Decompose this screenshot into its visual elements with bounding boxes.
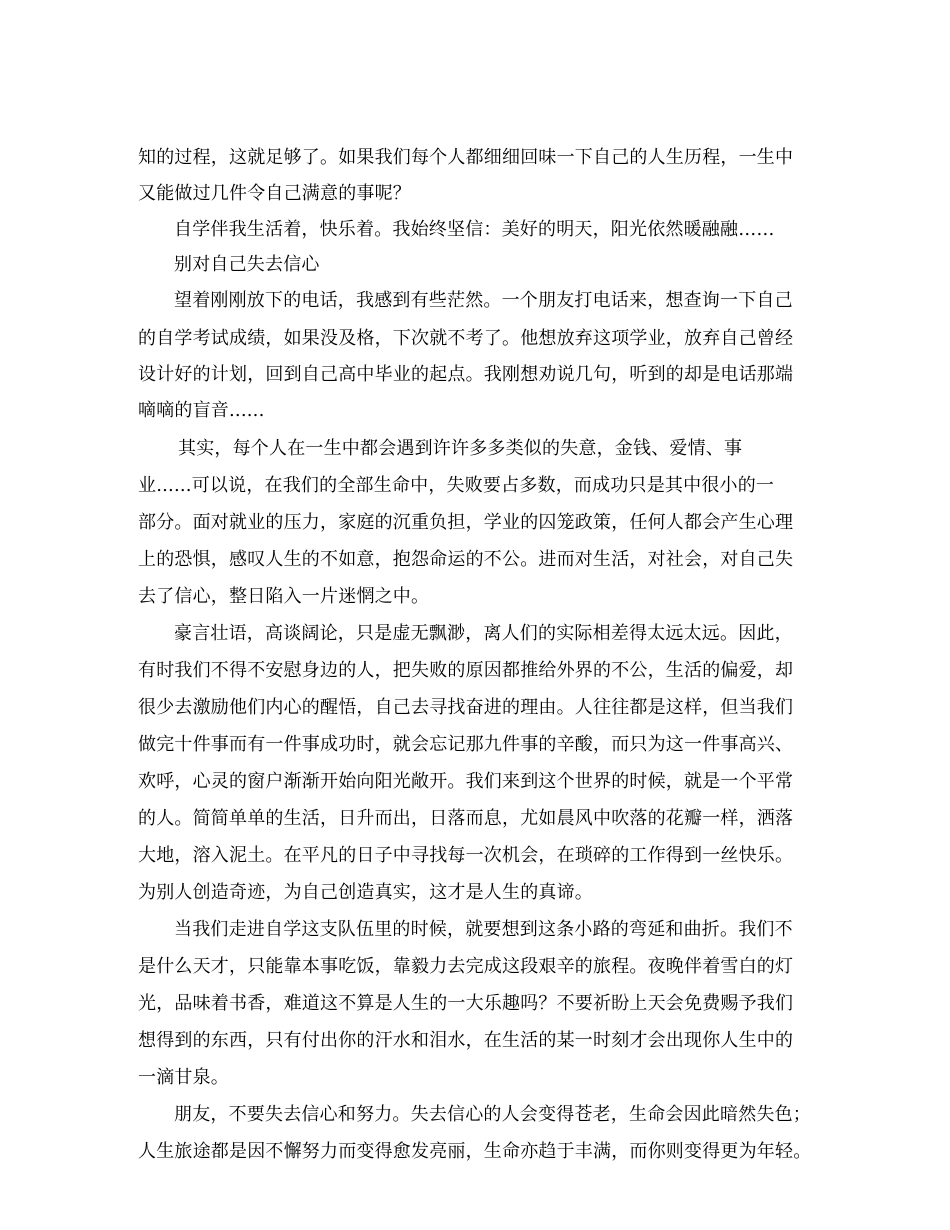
section-heading: 别对自己失去信心 <box>174 254 320 275</box>
text-line: 的人。简简单单的生活，日升而出，日落而息，尤如晨风中吹落的花瓣一样，洒落 <box>138 808 794 829</box>
text-line: 光，品味着书香，难道这不算是人生的一大乐趣吗？不要祈盼上天会免费赐予我们 <box>138 993 794 1014</box>
text-line: 知的过程，这就足够了。如果我们每个人都细细回味一下自己的人生历程，一生中 <box>138 147 794 168</box>
text-line: 其实，每个人在一生中都会遇到许许多多类似的失意，金钱、爱情、事 <box>178 438 743 459</box>
text-line: 为别人创造奇迹，为自己创造真实，这才是人生的真谛。 <box>138 882 593 903</box>
text-line: 有时我们不得不安慰身边的人，把失败的原因都推给外界的不公，生活的偏爱，却 <box>138 660 794 681</box>
text-line: 嘀嘀的盲音...... <box>138 400 265 421</box>
text-line: 大地，溶入泥土。在平凡的日子中寻找每一次机会，在琐碎的工作得到一丝快乐。 <box>138 845 794 866</box>
text-line: 人生旅途都是因不懈努力而变得愈发亮丽，生命亦趋于丰满，而你则变得更为年轻。 <box>138 1141 812 1162</box>
text-line: 当我们走进自学这支队伍里的时候，就要想到这条小路的弯延和曲折。我们不 <box>174 919 793 940</box>
text-line: 自学伴我生活着，快乐着。我始终坚信：美好的明天，阳光依然暖融融…… <box>174 219 775 240</box>
text-line: 做完十件事而有一件事成功时，就会忘记那九件事的辛酸，而只为这一件事高兴、 <box>138 734 794 755</box>
text-line: 去了信心，整日陷入一片迷惘之中。 <box>138 586 430 607</box>
text-line: 一滴甘泉。 <box>138 1067 229 1088</box>
text-line: 是什么天才，只能靠本事吃饭，靠毅力去完成这段艰辛的旅程。夜晚伴着雪白的灯 <box>138 956 794 977</box>
text-line: 望着刚刚放下的电话，我感到有些茫然。一个朋友打电话来，想查询一下自己 <box>174 290 793 311</box>
text-line: 朋友，不要失去信心和努力。失去信心的人会变得苍老，生命会因此暗然失色； <box>174 1104 811 1125</box>
text-line: 欢呼，心灵的窗户渐渐开始向阳光敞开。我们来到这个世界的时候，就是一个平常 <box>138 771 794 792</box>
text-line: 业......可以说，在我们的全部生命中，失败要占多数，而成功只是其中很小的一 <box>138 475 775 496</box>
text-line: 豪言壮语，高谈阔论，只是虚无飘渺，离人们的实际相差得太远太远。因此， <box>174 623 793 644</box>
text-line: 很少去激励他们内心的醒悟，自己去寻找奋进的理由。人往往都是这样，但当我们 <box>138 697 794 718</box>
text-line: 上的恐惧，感叹人生的不如意，抱怨命运的不公。进而对生活，对社会，对自己失 <box>138 549 794 570</box>
text-line: 的自学考试成绩，如果没及格，下次就不考了。他想放弃这项学业，放弃自己曾经 <box>138 328 794 349</box>
text-line: 又能做过几件令自己满意的事呢？ <box>138 183 411 204</box>
text-line: 设计好的计划，回到自己高中毕业的起点。我刚想劝说几句，听到的却是电话那端 <box>138 364 794 385</box>
text-line: 部分。面对就业的压力，家庭的沉重负担，学业的囚笼政策，任何人都会产生心理 <box>138 512 794 533</box>
text-line: 想得到的东西，只有付出你的汗水和泪水，在生活的某一时刻才会出现你人生中的 <box>138 1030 794 1051</box>
